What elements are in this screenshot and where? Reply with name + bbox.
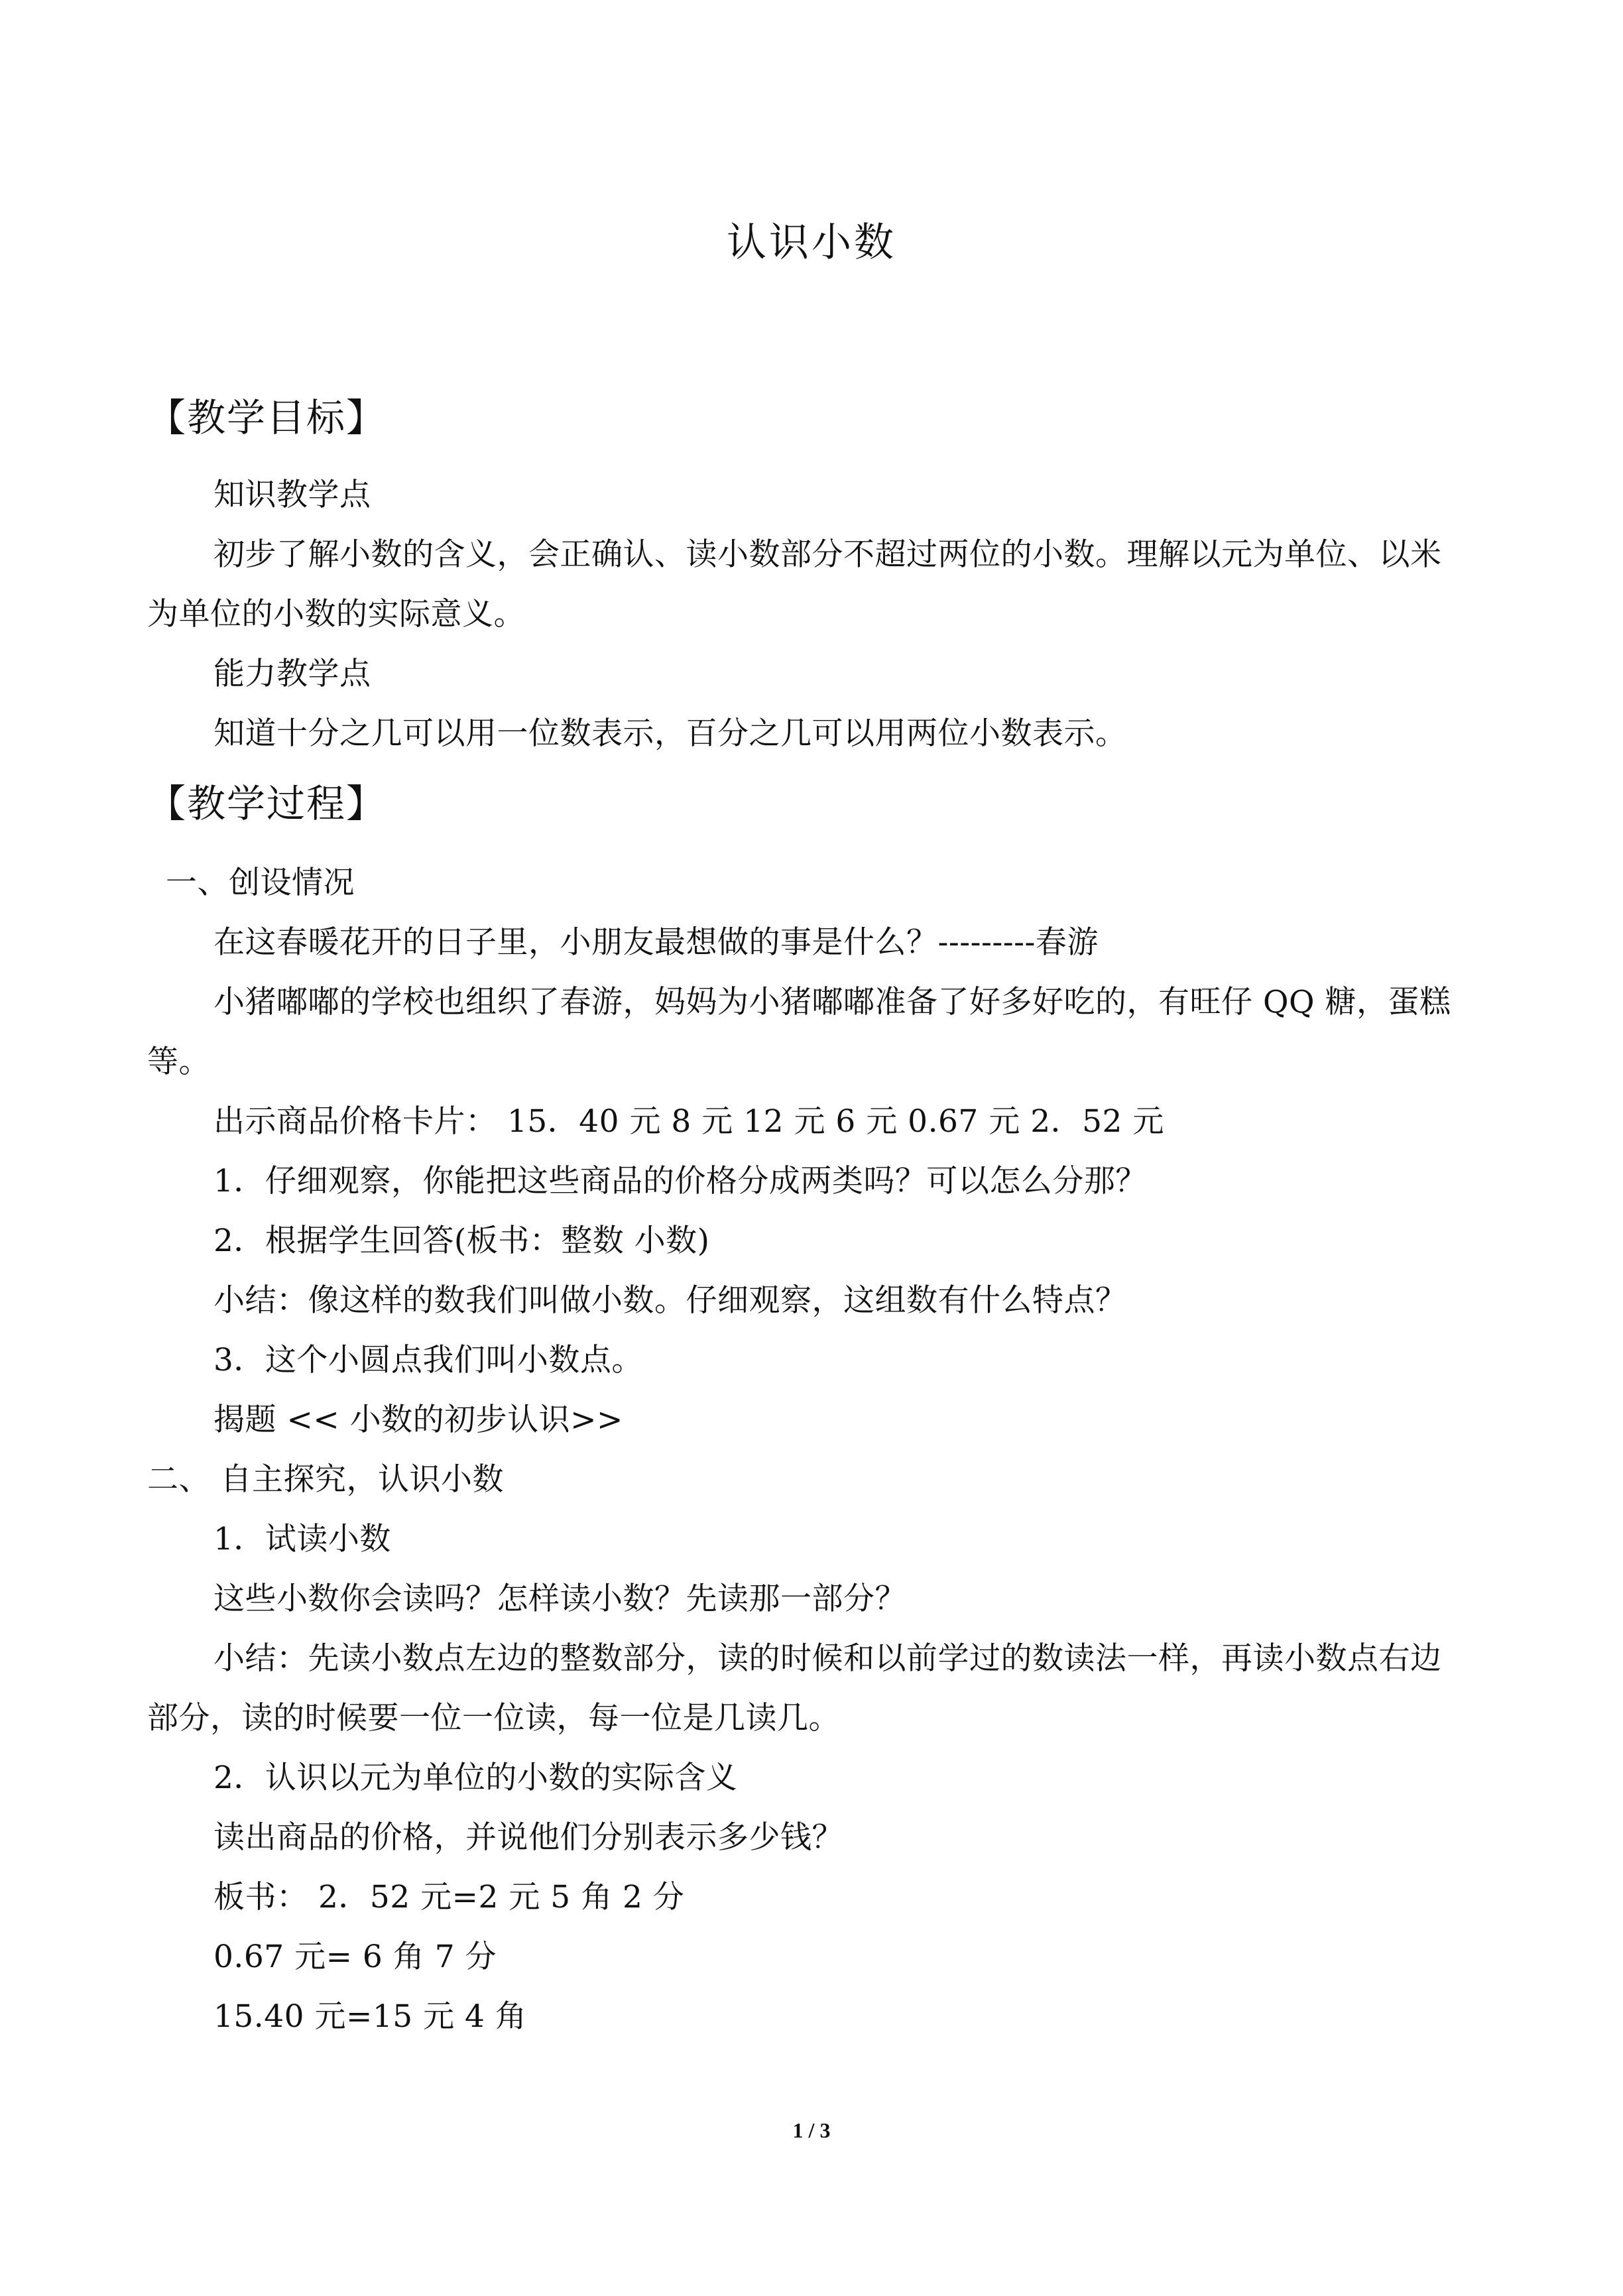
step-2-question: 读出商品的价格，并说他们分别表示多少钱？ [213,1819,843,1856]
question-1: 1．仔细观察，你能把这些商品的价格分成两类吗？可以怎么分那？ [213,1163,1147,1199]
price-cards: 出示商品价格卡片： 15．40 元 8 元 12 元 6 元 0.67 元 2．52 元 [213,1103,1164,1140]
ability-label: 能力教学点 [213,656,371,692]
part2-heading: 二、 自主探究，认识小数 [147,1461,504,1498]
paragraph: 等。 [147,1044,210,1080]
board-line-1: 板书： 2．52 元=2 元 5 角 2 分 [213,1879,685,1915]
reveal-topic: 揭题 << 小数的初步认识>> [213,1402,623,1438]
section-heading-process: 【教学过程】 [147,781,387,826]
step-1: 1．试读小数 [213,1521,391,1557]
section-heading-objectives: 【教学目标】 [147,395,387,440]
step-2: 2．认识以元为单位的小数的实际含义 [213,1760,738,1796]
knowledge-text-line1: 初步了解小数的含义，会正确认、读小数部分不超过两位的小数。理解以元为单位、以米 [213,536,1442,573]
step-1-summary-line1: 小结：先读小数点左边的整数部分，读的时候和以前学过的数读法一样，再读小数点右边 [213,1640,1442,1677]
step-1-question: 这些小数你会读吗？怎样读小数？先读那一部分？ [213,1581,906,1617]
question-2: 2．根据学生回答(板书：整数 小数) [213,1223,710,1259]
step-1-summary-line2: 部分，读的时候要一位一位读，每一位是几读几。 [147,1700,840,1736]
page-number: 1 / 3 [792,2118,831,2142]
ability-text: 知道十分之几可以用一位数表示，百分之几可以用两位小数表示。 [213,715,1127,752]
paragraph: 小猪嘟嘟的学校也组织了春游，妈妈为小猪嘟嘟准备了好多好吃的，有旺仔 QQ 糖，蛋糕 [213,984,1451,1020]
page-title: 认识小数 [727,219,896,266]
knowledge-label: 知识教学点 [213,477,371,513]
paragraph: 在这春暖花开的日子里，小朋友最想做的事是什么？---------春游 [213,924,1099,961]
board-line-3: 15.40 元=15 元 4 角 [213,1998,527,2035]
part1-heading: 一、创设情况 [166,865,355,901]
board-line-2: 0.67 元= 6 角 7 分 [213,1939,497,1975]
summary-1: 小结：像这样的数我们叫做小数。仔细观察，这组数有什么特点？ [213,1282,1127,1319]
knowledge-text-line2: 为单位的小数的实际意义。 [147,596,525,633]
question-3: 3．这个小圆点我们叫小数点。 [213,1342,643,1378]
